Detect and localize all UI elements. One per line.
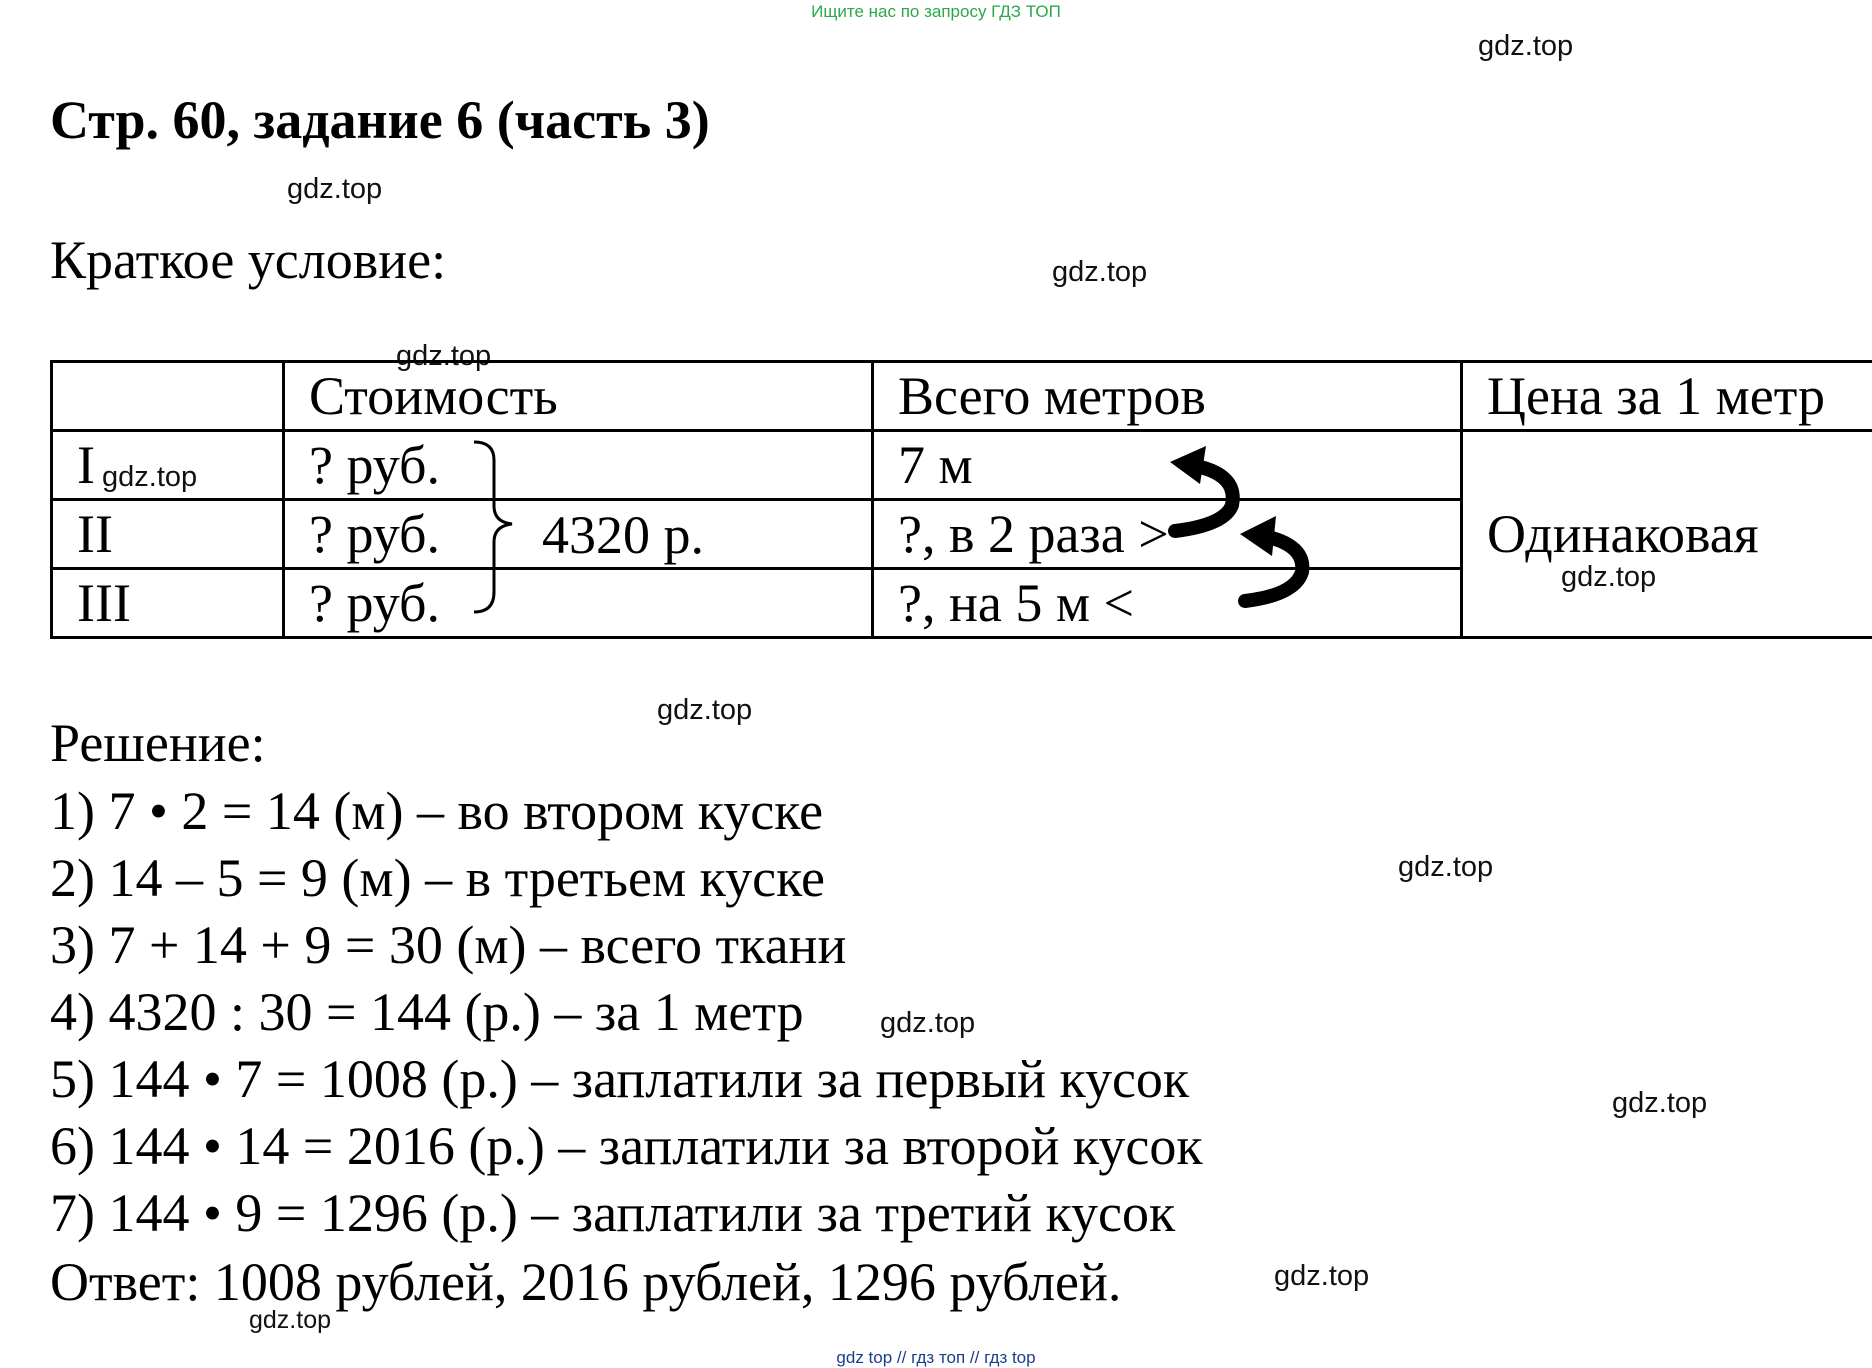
watermark: gdz.top <box>880 1009 975 1038</box>
row-label: I <box>52 431 284 500</box>
row-cost: ? руб. <box>284 500 873 569</box>
watermark: gdz.top <box>1612 1089 1707 1118</box>
answer: Ответ: 1008 рублей, 2016 рублей, 1296 рублей. <box>50 1255 1121 1309</box>
bottom-banner: gdz top // гдз топ // гдз top <box>0 1348 1872 1368</box>
price-cell: Одинаковая <box>1462 431 1872 638</box>
row-cost: ? руб. <box>284 431 873 500</box>
solution-heading: Решение: <box>50 716 266 770</box>
watermark: gdz.top <box>1274 1262 1369 1291</box>
solution-step: 4) 4320 : 30 = 144 (р.) – за 1 метр <box>50 985 804 1039</box>
solution-step: 2) 14 – 5 = 9 (м) – в третьем куске <box>50 851 825 905</box>
watermark: gdz.top <box>102 463 197 492</box>
curved-arrow-icon <box>1170 446 1233 531</box>
page-title: Стр. 60, задание 6 (часть 3) <box>50 93 710 147</box>
header-meters: Всего метров <box>873 362 1462 431</box>
solution-step: 6) 144 • 14 = 2016 (р.) – заплатили за второй кусок <box>50 1119 1203 1173</box>
watermark: gdz.top <box>249 1308 331 1333</box>
watermark: gdz.top <box>1478 32 1573 61</box>
row-label: III <box>52 569 284 638</box>
watermark: gdz.top <box>287 175 382 204</box>
total-cost: 4320 р. <box>542 508 704 562</box>
row-meters: ?, в 2 раза > <box>873 500 1462 569</box>
row-label: II <box>52 500 284 569</box>
condition-heading: Краткое условие: <box>50 233 446 287</box>
solution-step: 5) 144 • 7 = 1008 (р.) – заплатили за первый кусок <box>50 1052 1189 1106</box>
curved-arrow-icon <box>1240 516 1302 601</box>
solution-step: 7) 144 • 9 = 1296 (р.) – заплатили за третий кусок <box>50 1186 1175 1240</box>
watermark: gdz.top <box>1052 258 1147 287</box>
watermark: gdz.top <box>396 342 491 371</box>
brace-icon <box>474 442 512 612</box>
solution-step: 1) 7 • 2 = 14 (м) – во втором куске <box>50 784 823 838</box>
row-meters: ?, на 5 м < <box>873 569 1462 638</box>
watermark: gdz.top <box>657 696 752 725</box>
watermark: gdz.top <box>1561 563 1656 592</box>
header-cost: Стоимость <box>284 362 873 431</box>
top-banner: Ищите нас по запросу ГДЗ ТОП <box>0 2 1872 22</box>
watermark: gdz.top <box>1398 853 1493 882</box>
solution-step: 3) 7 + 14 + 9 = 30 (м) – всего ткани <box>50 918 846 972</box>
header-price: Цена за 1 метр <box>1462 362 1872 431</box>
row-cost: ? руб. <box>284 569 873 638</box>
row-meters: 7 м <box>873 431 1462 500</box>
